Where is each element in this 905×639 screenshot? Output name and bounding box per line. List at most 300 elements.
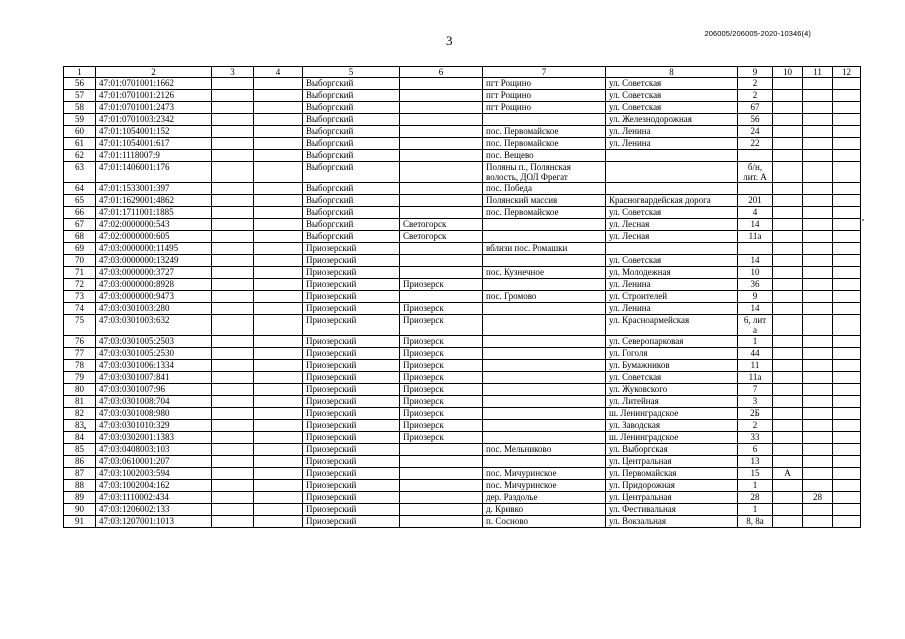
table-cell: [833, 360, 861, 372]
table-cell: Выборгский: [303, 150, 400, 162]
table-cell: [773, 360, 803, 372]
table-cell: ул. Гоголя: [606, 348, 738, 360]
table-cell: Приозерский: [303, 480, 400, 492]
table-cell: [212, 516, 254, 528]
table-row: [64, 126, 861, 138]
table-cell: [254, 336, 303, 348]
table-cell: 47:03:1206002:133: [96, 504, 212, 516]
table-cell: 47:03:0610001:207: [96, 456, 212, 468]
table-cell: [212, 183, 254, 195]
table-cell: [833, 267, 861, 279]
table-cell: [254, 126, 303, 138]
table-cell: 87: [64, 468, 96, 480]
table-cell: [773, 114, 803, 126]
table-cell: ул. Лесная: [606, 219, 738, 231]
table-cell: [606, 183, 738, 195]
table-cell: 47:03:0301010:329: [96, 420, 212, 432]
table-cell: Полянский массив: [483, 195, 606, 207]
page-number: 3: [446, 33, 453, 48]
table-cell: 47:03:0301008:704: [96, 396, 212, 408]
table-cell: [833, 291, 861, 303]
table-cell: 10: [738, 267, 773, 279]
table-cell: Поляны п., Полянская волость, ДОЛ Фрегат: [483, 162, 606, 183]
table-cell: [254, 456, 303, 468]
table-cell: Приозерский: [303, 348, 400, 360]
table-cell: [833, 150, 861, 162]
table-cell: [833, 372, 861, 384]
table-cell: [803, 516, 833, 528]
table-cell: 47:01:0701003:2342: [96, 114, 212, 126]
table-cell: 47:01:0701001:2126: [96, 90, 212, 102]
scan-speck: [862, 219, 864, 221]
table-cell: 47:01:1629001:4862: [96, 195, 212, 207]
table-cell: [212, 78, 254, 90]
table-cell: [773, 102, 803, 114]
table-cell: [212, 456, 254, 468]
table-cell: 63: [64, 162, 96, 183]
table-cell: [212, 114, 254, 126]
table-cell: 47:03:1002004:162: [96, 480, 212, 492]
table-cell: [254, 492, 303, 504]
table-cell: [254, 267, 303, 279]
table-row: [64, 279, 861, 291]
table-cell: [773, 279, 803, 291]
table-cell: 47:03:0000000:13249: [96, 255, 212, 267]
table-cell: 83: [64, 420, 96, 432]
column-header: 2: [96, 67, 212, 78]
table-cell: [212, 231, 254, 243]
table-cell: [833, 78, 861, 90]
table-cell: [803, 348, 833, 360]
table-cell: 47:01:0701001:1662: [96, 78, 212, 90]
table-cell: [254, 444, 303, 456]
table-cell: ул. Советская: [606, 78, 738, 90]
table-cell: Приозерск: [400, 360, 483, 372]
table-cell: 47:03:0302001:1383: [96, 432, 212, 444]
table-cell: [803, 255, 833, 267]
table-cell: ул. Фестивальная: [606, 504, 738, 516]
table-cell: Приозерск: [400, 420, 483, 432]
table-cell: [833, 432, 861, 444]
table-cell: [212, 162, 254, 183]
table-cell: 47:01:1118007:9: [96, 150, 212, 162]
table-cell: [254, 102, 303, 114]
table-cell: [833, 231, 861, 243]
table-cell: 22: [738, 138, 773, 150]
table-cell: [400, 183, 483, 195]
table-cell: [254, 90, 303, 102]
table-header-row: [64, 67, 861, 78]
table-cell: [212, 480, 254, 492]
table-cell: 47:02:0000000:543: [96, 219, 212, 231]
table-cell: [212, 138, 254, 150]
table-row: [64, 195, 861, 207]
table-cell: [254, 78, 303, 90]
table-row: [64, 348, 861, 360]
table-cell: 81: [64, 396, 96, 408]
table-cell: Приозерск: [400, 396, 483, 408]
table-cell: [833, 219, 861, 231]
table-cell: Приозерск: [400, 432, 483, 444]
table-row: [64, 90, 861, 102]
table-cell: 67: [738, 102, 773, 114]
table-cell: 47:03:0000000:3727: [96, 267, 212, 279]
table-cell: [254, 348, 303, 360]
table-cell: Выборгский: [303, 102, 400, 114]
table-cell: ул. Лесная: [606, 231, 738, 243]
table-cell: 47:01:1711001:1885: [96, 207, 212, 219]
table-cell: Приозерск: [400, 384, 483, 396]
table-cell: [400, 504, 483, 516]
table-cell: ул. Молодежная: [606, 267, 738, 279]
table-cell: Приозерск: [400, 336, 483, 348]
table-cell: 47:03:0301008:980: [96, 408, 212, 420]
table-cell: б/н, лит. А: [738, 162, 773, 183]
table-cell: 2: [738, 420, 773, 432]
table-row: [64, 336, 861, 348]
table-cell: 66: [64, 207, 96, 219]
table-cell: [803, 456, 833, 468]
table-row: [64, 303, 861, 315]
table-cell: 47:03:0301003:280: [96, 303, 212, 315]
table-cell: [483, 408, 606, 420]
table-cell: 1: [738, 504, 773, 516]
table-cell: Выборгский: [303, 90, 400, 102]
table-row: [64, 408, 861, 420]
table-row: [64, 291, 861, 303]
table-cell: 47:01:1054001:617: [96, 138, 212, 150]
table-cell: ул. Заводская: [606, 420, 738, 432]
table-cell: [803, 504, 833, 516]
table-cell: Выборгский: [303, 162, 400, 183]
table-cell: пос. Кузнечное: [483, 267, 606, 279]
table-cell: пос. Мичуринское: [483, 480, 606, 492]
table-cell: Красногвардейская дорога: [606, 195, 738, 207]
table-cell: 47:03:1002003:594: [96, 468, 212, 480]
table-cell: [803, 420, 833, 432]
table-cell: [773, 504, 803, 516]
table-cell: ш. Ленинградское: [606, 408, 738, 420]
table-cell: [833, 444, 861, 456]
table-cell: [254, 138, 303, 150]
table-cell: [773, 336, 803, 348]
table-cell: 80: [64, 384, 96, 396]
table-cell: [254, 150, 303, 162]
table-cell: Выборгский: [303, 138, 400, 150]
table-cell: Приозерский: [303, 420, 400, 432]
table-cell: [773, 243, 803, 255]
table-cell: [773, 396, 803, 408]
table-cell: Приозерский: [303, 336, 400, 348]
table-cell: [773, 267, 803, 279]
table-cell: [833, 456, 861, 468]
table-cell: [773, 219, 803, 231]
table-cell: Приозерский: [303, 504, 400, 516]
table-cell: [212, 219, 254, 231]
table-cell: [400, 207, 483, 219]
table-cell: [483, 255, 606, 267]
table-cell: [773, 372, 803, 384]
table-cell: 47:03:0301006:1334: [96, 360, 212, 372]
table-cell: дер. Раздолье: [483, 492, 606, 504]
table-row: [64, 384, 861, 396]
table-row: [64, 219, 861, 231]
table-cell: Приозерский: [303, 384, 400, 396]
table-cell: [773, 78, 803, 90]
table-cell: [773, 516, 803, 528]
table-cell: [803, 102, 833, 114]
table-cell: Выборгский: [303, 231, 400, 243]
table-cell: 201: [738, 195, 773, 207]
table-cell: [773, 420, 803, 432]
table-cell: [483, 303, 606, 315]
table-cell: 65: [64, 195, 96, 207]
table-cell: [400, 255, 483, 267]
table-cell: ул. Выборгская: [606, 444, 738, 456]
column-header: 4: [254, 67, 303, 78]
table-cell: Приозерский: [303, 468, 400, 480]
table-cell: [773, 456, 803, 468]
table-cell: 89: [64, 492, 96, 504]
table-cell: [833, 384, 861, 396]
table-cell: 70: [64, 255, 96, 267]
table-cell: ул. Северопарковая: [606, 336, 738, 348]
table-cell: пос. Первомайское: [483, 126, 606, 138]
table-cell: 47:03:0000000:8928: [96, 279, 212, 291]
table-row: [64, 78, 861, 90]
table-cell: [803, 183, 833, 195]
table-cell: ул. Советская: [606, 207, 738, 219]
table-cell: [254, 372, 303, 384]
table-cell: ул. Ленина: [606, 279, 738, 291]
table-cell: ул. Первомайская: [606, 468, 738, 480]
table-cell: [803, 243, 833, 255]
table-cell: [833, 102, 861, 114]
table-cell: [803, 231, 833, 243]
table-cell: [803, 219, 833, 231]
table-cell: 77: [64, 348, 96, 360]
table-row: [64, 516, 861, 528]
table-cell: 13: [738, 456, 773, 468]
table-cell: [833, 162, 861, 183]
table-row: [64, 492, 861, 504]
table-cell: [254, 114, 303, 126]
table-cell: [212, 303, 254, 315]
table-cell: [400, 150, 483, 162]
table-cell: пос. Победа: [483, 183, 606, 195]
table-cell: [400, 114, 483, 126]
table-cell: [400, 456, 483, 468]
table-cell: [400, 516, 483, 528]
table-cell: [400, 138, 483, 150]
table-cell: 73: [64, 291, 96, 303]
table-cell: [254, 360, 303, 372]
table-row: [64, 360, 861, 372]
table-cell: 2Б: [738, 408, 773, 420]
table-cell: Приозерский: [303, 492, 400, 504]
table-cell: ул. Центральная: [606, 456, 738, 468]
table-cell: [833, 348, 861, 360]
document-id: 206005/206005-2020-10346(4): [704, 29, 811, 38]
table-cell: вблизи пос. Ромашки: [483, 243, 606, 255]
table-cell: [254, 408, 303, 420]
table-cell: 82: [64, 408, 96, 420]
table-cell: [212, 126, 254, 138]
table-cell: [212, 243, 254, 255]
table-cell: Приозерский: [303, 243, 400, 255]
table-cell: [803, 315, 833, 336]
table-cell: [254, 279, 303, 291]
table-cell: [483, 360, 606, 372]
table-row: [64, 207, 861, 219]
table-cell: [212, 267, 254, 279]
table-cell: Приозерский: [303, 255, 400, 267]
table-cell: Приозерский: [303, 456, 400, 468]
table-cell: [212, 279, 254, 291]
table-cell: 90: [64, 504, 96, 516]
table-cell: [483, 432, 606, 444]
table-cell: [212, 396, 254, 408]
table-cell: [773, 315, 803, 336]
table-cell: [212, 195, 254, 207]
table-cell: Светогорск: [400, 219, 483, 231]
table-cell: 47:03:1110002:434: [96, 492, 212, 504]
table-cell: [483, 372, 606, 384]
table-cell: Приозерск: [400, 348, 483, 360]
table-cell: [803, 195, 833, 207]
table-cell: [803, 267, 833, 279]
table-cell: 6, лит а: [738, 315, 773, 336]
table-cell: [254, 420, 303, 432]
table-cell: 47:01:1406001:176: [96, 162, 212, 183]
table-cell: пос. Первомайское: [483, 138, 606, 150]
table-cell: 47:03:0301005:2503: [96, 336, 212, 348]
table-cell: 64: [64, 183, 96, 195]
column-header: 5: [303, 67, 400, 78]
table-cell: [833, 336, 861, 348]
table-cell: [254, 480, 303, 492]
table-cell: 72: [64, 279, 96, 291]
table-cell: 61: [64, 138, 96, 150]
column-header: 3: [212, 67, 254, 78]
table-cell: пос. Громово: [483, 291, 606, 303]
table-cell: [483, 219, 606, 231]
table-cell: 86: [64, 456, 96, 468]
table-cell: Приозерск: [400, 408, 483, 420]
table-cell: [773, 255, 803, 267]
table-cell: Приозерский: [303, 372, 400, 384]
table-cell: [773, 408, 803, 420]
table-cell: пгт Рощино: [483, 90, 606, 102]
table-cell: Выборгский: [303, 219, 400, 231]
table-cell: [833, 126, 861, 138]
table-cell: пгт Рощино: [483, 102, 606, 114]
table-cell: [803, 480, 833, 492]
table-cell: 11а: [738, 231, 773, 243]
table-cell: [803, 303, 833, 315]
table-cell: [773, 126, 803, 138]
table-cell: [803, 372, 833, 384]
table-cell: [212, 255, 254, 267]
table-cell: [833, 183, 861, 195]
column-header: 7: [483, 67, 606, 78]
table-cell: [773, 162, 803, 183]
table-cell: 2: [738, 90, 773, 102]
table-cell: Приозерский: [303, 315, 400, 336]
table-cell: 84: [64, 432, 96, 444]
table-cell: Выборгский: [303, 195, 400, 207]
table-cell: [400, 195, 483, 207]
table-cell: [254, 303, 303, 315]
table-cell: [212, 315, 254, 336]
table-cell: [212, 102, 254, 114]
table-cell: Приозерский: [303, 396, 400, 408]
table-cell: Приозерский: [303, 516, 400, 528]
table-cell: 15: [738, 468, 773, 480]
table-cell: [833, 492, 861, 504]
table-cell: ул. Придорожная: [606, 480, 738, 492]
table-cell: Приозерск: [400, 315, 483, 336]
table-cell: ул. Вокзальная: [606, 516, 738, 528]
table-cell: 88: [64, 480, 96, 492]
table-cell: 62: [64, 150, 96, 162]
table-row: [64, 183, 861, 195]
table-cell: 47:01:1054001:152: [96, 126, 212, 138]
table-cell: [606, 243, 738, 255]
table-cell: 56: [64, 78, 96, 90]
table-cell: 47:03:0301007:96: [96, 384, 212, 396]
table-cell: [254, 231, 303, 243]
table-cell: 69: [64, 243, 96, 255]
table-cell: [212, 384, 254, 396]
table-cell: 47:02:0000000:605: [96, 231, 212, 243]
table-row: [64, 231, 861, 243]
scan-speck: [84, 427, 86, 429]
table-cell: [773, 291, 803, 303]
table-cell: 68: [64, 231, 96, 243]
table-cell: [254, 396, 303, 408]
table-cell: [606, 150, 738, 162]
table-cell: [400, 102, 483, 114]
table-cell: [212, 207, 254, 219]
table-cell: [254, 504, 303, 516]
column-header: 12: [833, 67, 861, 78]
table-cell: [833, 516, 861, 528]
column-header: 1: [64, 67, 96, 78]
table-cell: 4: [738, 207, 773, 219]
table-cell: ул. Красноармейская: [606, 315, 738, 336]
table-cell: Приозерский: [303, 444, 400, 456]
table-cell: ул. Советская: [606, 90, 738, 102]
table-cell: [833, 303, 861, 315]
table-cell: [254, 291, 303, 303]
table-cell: 47:03:0301005:2530: [96, 348, 212, 360]
table-cell: [254, 516, 303, 528]
table-cell: [833, 408, 861, 420]
table-cell: 9: [738, 291, 773, 303]
table-cell: Приозерский: [303, 303, 400, 315]
table-cell: [212, 504, 254, 516]
table-cell: 11а: [738, 372, 773, 384]
table-cell: Приозерский: [303, 279, 400, 291]
table-cell: [803, 138, 833, 150]
table-cell: [212, 432, 254, 444]
table-cell: ул. Ленина: [606, 303, 738, 315]
table-cell: пос. Вещево: [483, 150, 606, 162]
table-cell: А: [773, 468, 803, 480]
column-header: 6: [400, 67, 483, 78]
table-cell: 11: [738, 360, 773, 372]
